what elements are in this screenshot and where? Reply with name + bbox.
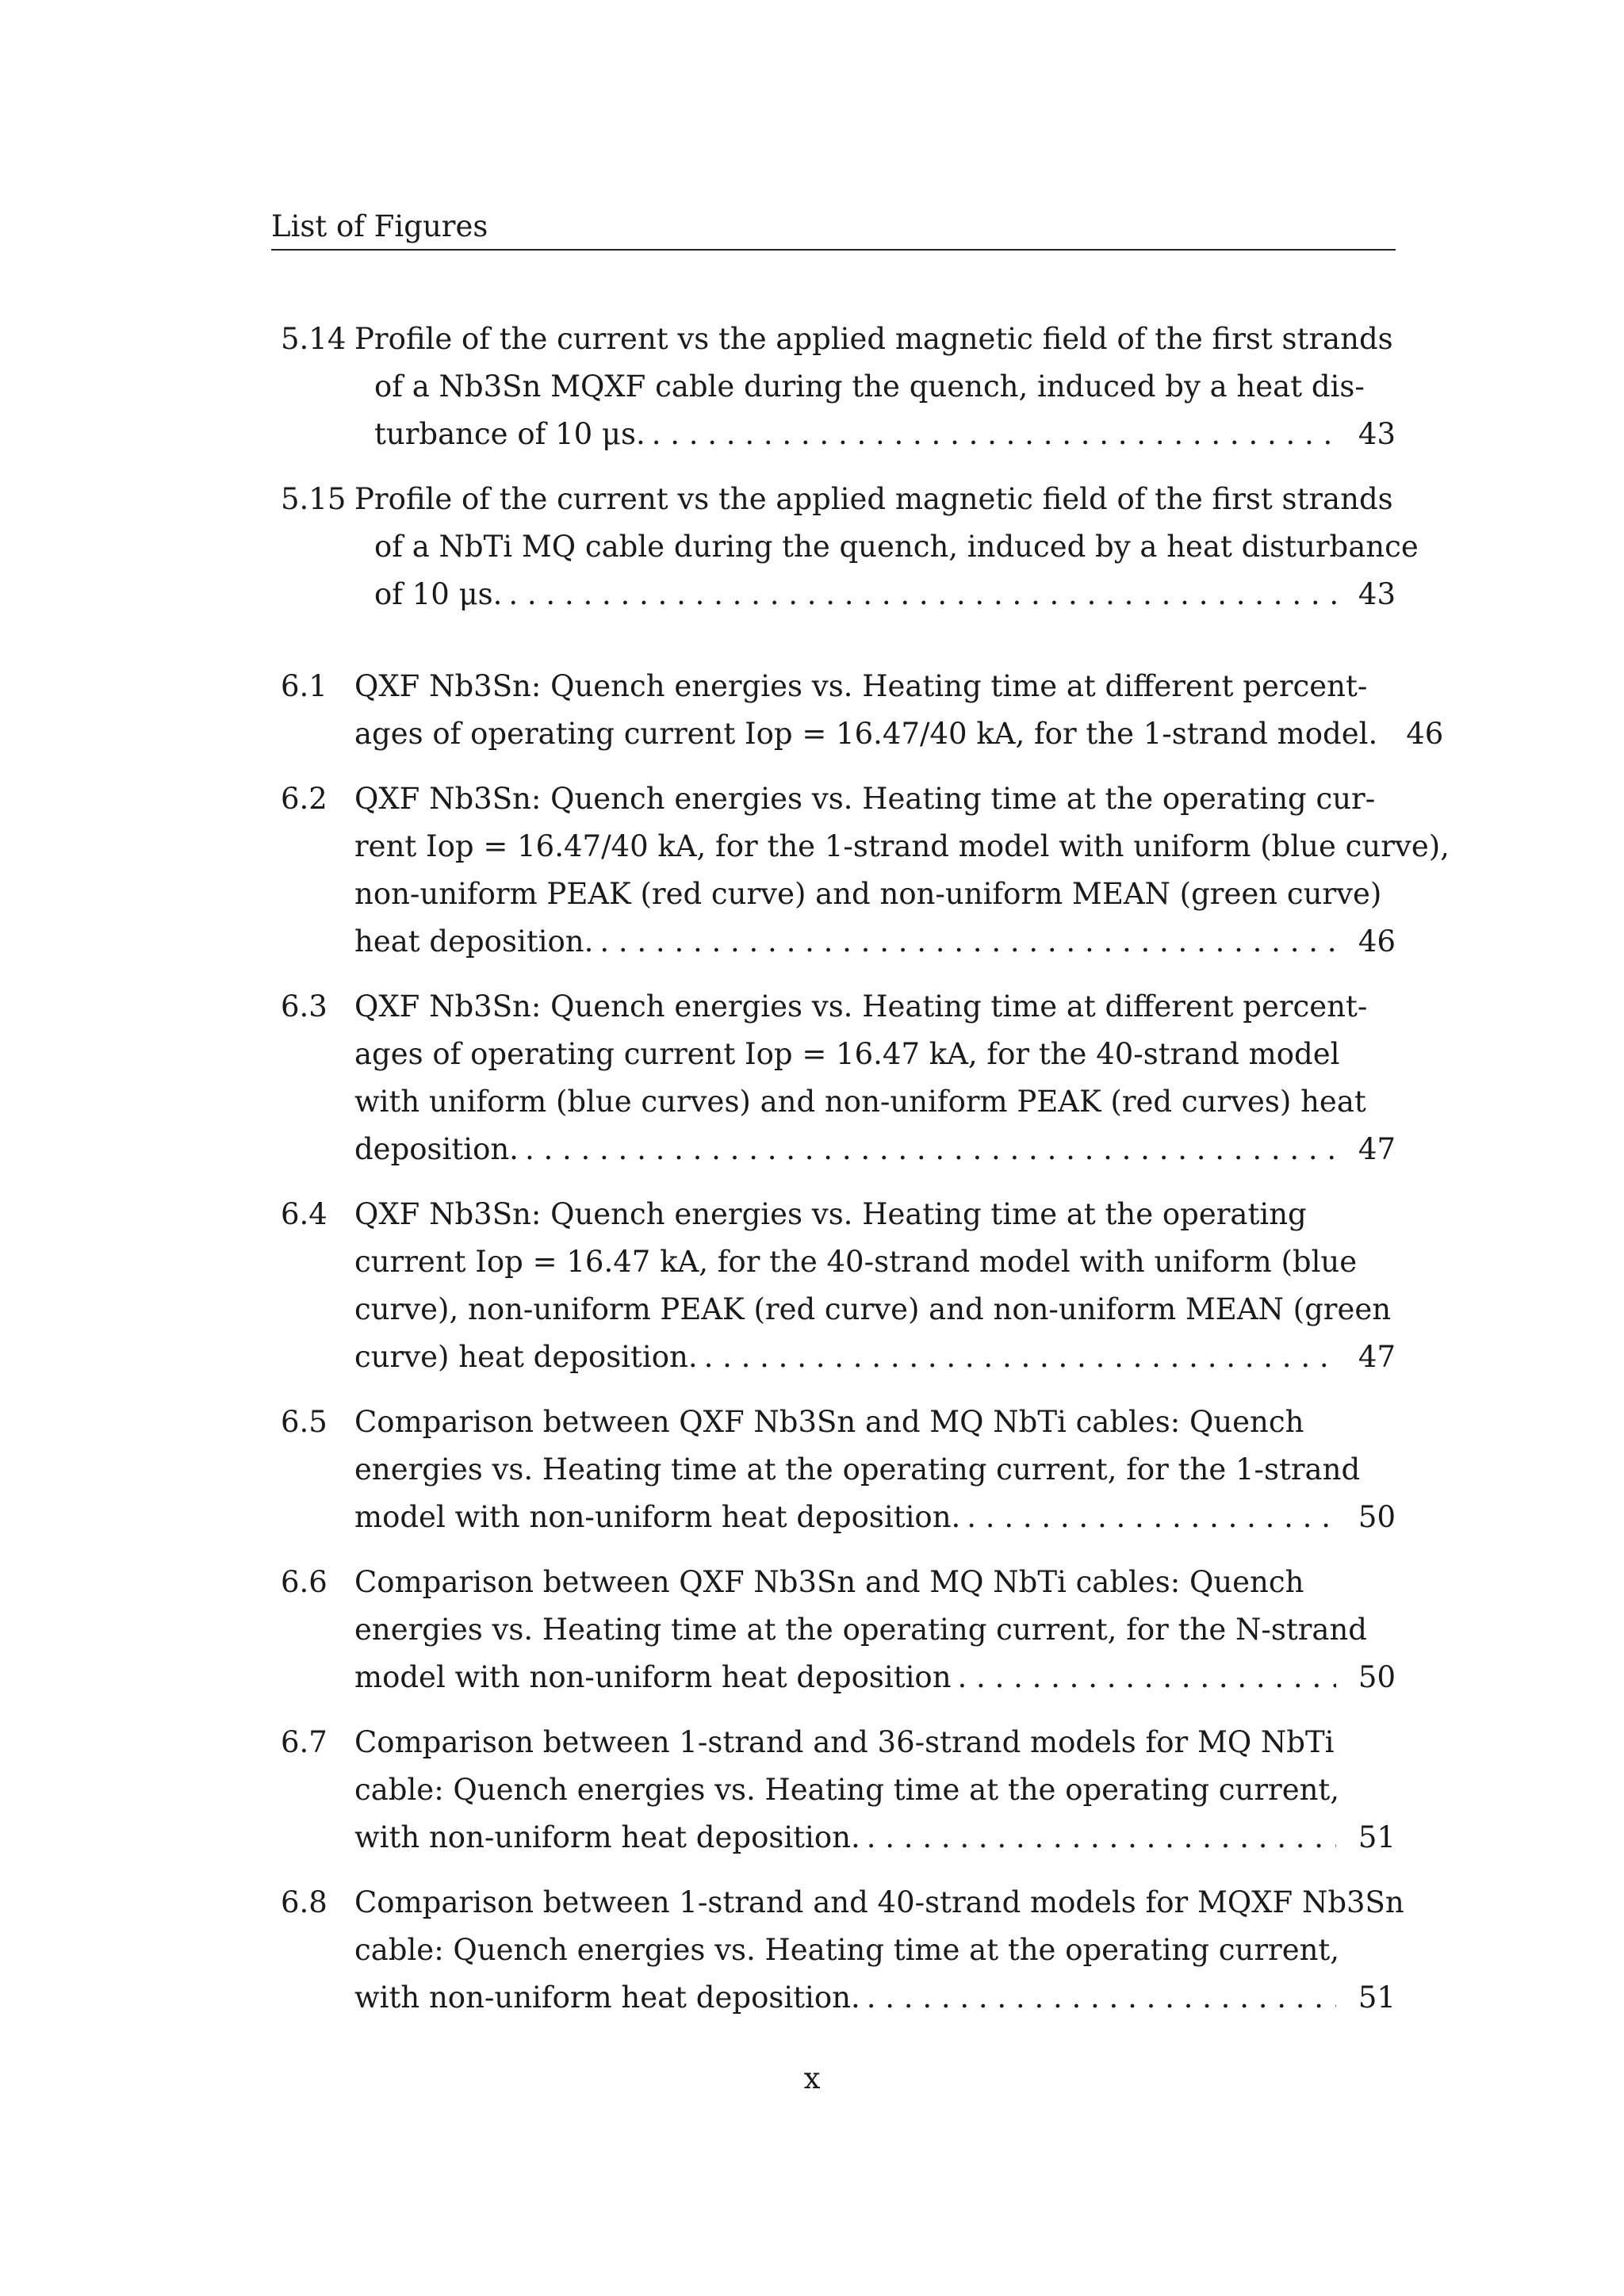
entry-line: Comparison between QXF Nb3Sn and MQ NbTi cables: Quench [354,1405,1304,1439]
entry-line: of a NbTi MQ cable during the quench, induced by a heat disturbance [374,530,1419,564]
page-ref[interactable]: 43 [1358,577,1396,611]
entry-line: Comparison between QXF Nb3Sn and MQ NbTi cables: Quench [354,1565,1304,1599]
entry-number: 6.3 [281,989,327,1024]
entry-line: Profile of the current vs the applied magnetic field of the first strands [354,322,1393,356]
entry-number: 5.15 [281,482,347,516]
page-number: x [803,2061,821,2095]
entry-number: 6.8 [281,1885,327,1919]
page-ref[interactable]: 51 [1358,1820,1396,1854]
entry-line: QXF Nb3Sn: Quench energies vs. Heating time at the operating cur- [354,782,1376,816]
entry-line: rent Iop = 16.47/40 kA, for the 1-strand model with uniform (blue curve), [354,829,1450,863]
entry-line: energies vs. Heating time at the operating current, for the N-strand [354,1613,1367,1647]
leader-dots [704,1334,1336,1381]
header-title: List of Figures [271,209,488,243]
entry-line-text: model with non-uniform heat deposition [354,1660,952,1694]
entry-line-text: with non-uniform heat deposition. [354,1820,860,1854]
entry-number: 6.5 [281,1405,327,1439]
entry-line-text: of 10 μs. [374,577,503,611]
entry-line: QXF Nb3Sn: Quench energies vs. Heating time at different percent- [354,989,1368,1024]
entry-line: current Iop = 16.47 kA, for the 40-strand model with uniform (blue [354,1245,1358,1279]
page-ref[interactable]: 46 [1406,717,1444,751]
entry-line: QXF Nb3Sn: Quench energies vs. Heating time at the operating [354,1197,1307,1231]
entry-line: Comparison between 1-strand and 40-strand models for MQXF Nb3Sn [354,1885,1404,1919]
entry-number: 6.6 [281,1565,327,1599]
entry-line: Comparison between 1-strand and 36-strand models for MQ NbTi [354,1725,1335,1759]
entry-line: with uniform (blue curves) and non-uniform PEAK (red curves) heat [354,1085,1366,1119]
entry-number: 5.14 [281,322,347,356]
entry-last-line [354,1654,1396,1701]
entry-last-line [374,411,1396,458]
entry-line-text: deposition. [354,1132,519,1166]
entry-last-line [354,1974,1396,2022]
leader-dots [599,918,1336,966]
entry-last-line [354,1814,1396,1862]
page-ref[interactable]: 47 [1358,1340,1396,1374]
entry-line-text: turbance of 10 μs. [374,417,645,451]
entry-number: 6.4 [281,1197,327,1231]
entry-last-line [354,1334,1396,1381]
page-ref[interactable]: 47 [1358,1132,1396,1166]
leader-dots [867,1814,1336,1862]
entry-line: curve), non-uniform PEAK (red curve) and non-uniform MEAN (green [354,1292,1392,1326]
entry-line: energies vs. Heating time at the operating current, for the 1-strand [354,1452,1361,1487]
leader-dots [867,1974,1336,2022]
entry-number: 6.1 [281,669,327,703]
entry-line: of a Nb3Sn MQXF cable during the quench, induced by a heat dis- [374,369,1365,404]
entry-line-text: with non-uniform heat deposition. [354,1980,860,2015]
page-ref[interactable]: 46 [1358,924,1396,959]
entry-line: cable: Quench energies vs. Heating time at the operating current, [354,1933,1340,1967]
leader-dots [525,1126,1336,1173]
leader-dots [958,1654,1336,1701]
entry-line: ages of operating current Iop = 16.47 kA, for the 40-strand model [354,1037,1340,1071]
leader-dots [652,411,1336,458]
entry-line-text: ages of operating current Iop = 16.47/40 kA, for the 1-strand model. [354,717,1378,751]
entry-number: 6.2 [281,782,327,816]
page-ref[interactable]: 51 [1358,1980,1396,2015]
entry-line-text: model with non-uniform heat deposition. [354,1500,961,1534]
entry-number: 6.7 [281,1725,327,1759]
leader-dots [508,571,1336,618]
entry-last-line [354,710,1444,758]
entry-last-line [354,1126,1396,1173]
entry-line-text: curve) heat deposition. [354,1340,698,1374]
entry-last-line [374,571,1396,618]
entry-line: Profile of the current vs the applied magnetic field of the first strands [354,482,1393,516]
entry-line: QXF Nb3Sn: Quench energies vs. Heating time at different percent- [354,669,1368,703]
page-ref[interactable]: 50 [1358,1660,1396,1694]
entry-line: cable: Quench energies vs. Heating time at the operating current, [354,1773,1340,1807]
page-ref[interactable]: 43 [1358,417,1396,451]
page-ref[interactable]: 50 [1358,1500,1396,1534]
leader-dots [967,1494,1336,1541]
entry-line-text: heat deposition. [354,924,594,959]
running-header [271,205,1396,251]
entry-last-line [354,1494,1396,1541]
entry-last-line [354,918,1396,966]
entry-line: non-uniform PEAK (red curve) and non-uniform MEAN (green curve) [354,877,1382,911]
